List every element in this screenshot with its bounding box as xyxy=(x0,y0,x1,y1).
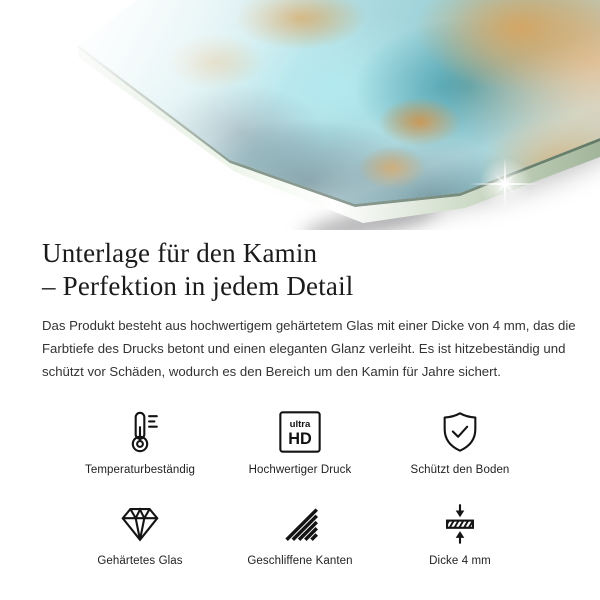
description-line: Farbtiefe des Drucks betont und einen eleganten Glanz verleiht. Es ist hitzebeständig und xyxy=(42,341,566,356)
description-section xyxy=(0,237,600,567)
feature-label: Dicke 4 mm xyxy=(429,555,491,567)
feature-label: Temperaturbeständig xyxy=(85,464,195,476)
feature-thickness-4mm xyxy=(380,498,540,567)
feature-protects-floor xyxy=(380,407,540,476)
title-line-1: Unterlage für den Kamin xyxy=(42,238,318,268)
feature-grid xyxy=(60,407,540,567)
ultra-hd-badge-icon xyxy=(277,407,323,455)
feature-polished-edges xyxy=(220,498,380,567)
feature-label: Hochwertiger Druck xyxy=(248,464,352,476)
description-line: Das Produkt besteht aus hochwertigem gehärtetem Glas mit einer Dicke von 4 mm, das die xyxy=(42,318,576,333)
svg-text:ultra: ultra xyxy=(289,419,311,431)
title-line-2: – Perfektion in jedem Detail xyxy=(42,271,354,301)
description-line: schützt vor Schäden, wodurch es den Bereich um den Kamin für Jahre sichert. xyxy=(42,364,501,379)
feature-tempered-glass xyxy=(60,498,220,567)
feature-label: Gehärtetes Glas xyxy=(97,555,183,567)
svg-text:HD: HD xyxy=(288,429,312,448)
product-description xyxy=(42,314,576,383)
polished-edges-icon xyxy=(277,498,323,546)
feature-label: Schützt den Boden xyxy=(410,464,510,476)
feature-temperature-resistant xyxy=(60,407,220,476)
feature-label: Geschliffene Kanten xyxy=(247,555,353,567)
product-photo xyxy=(0,0,600,230)
diamond-icon xyxy=(117,498,163,546)
feature-high-quality-print xyxy=(220,407,380,476)
shield-check-icon xyxy=(437,407,483,455)
thickness-compress-icon xyxy=(437,498,483,546)
page-title xyxy=(42,237,558,303)
thermometer-icon xyxy=(117,407,163,455)
